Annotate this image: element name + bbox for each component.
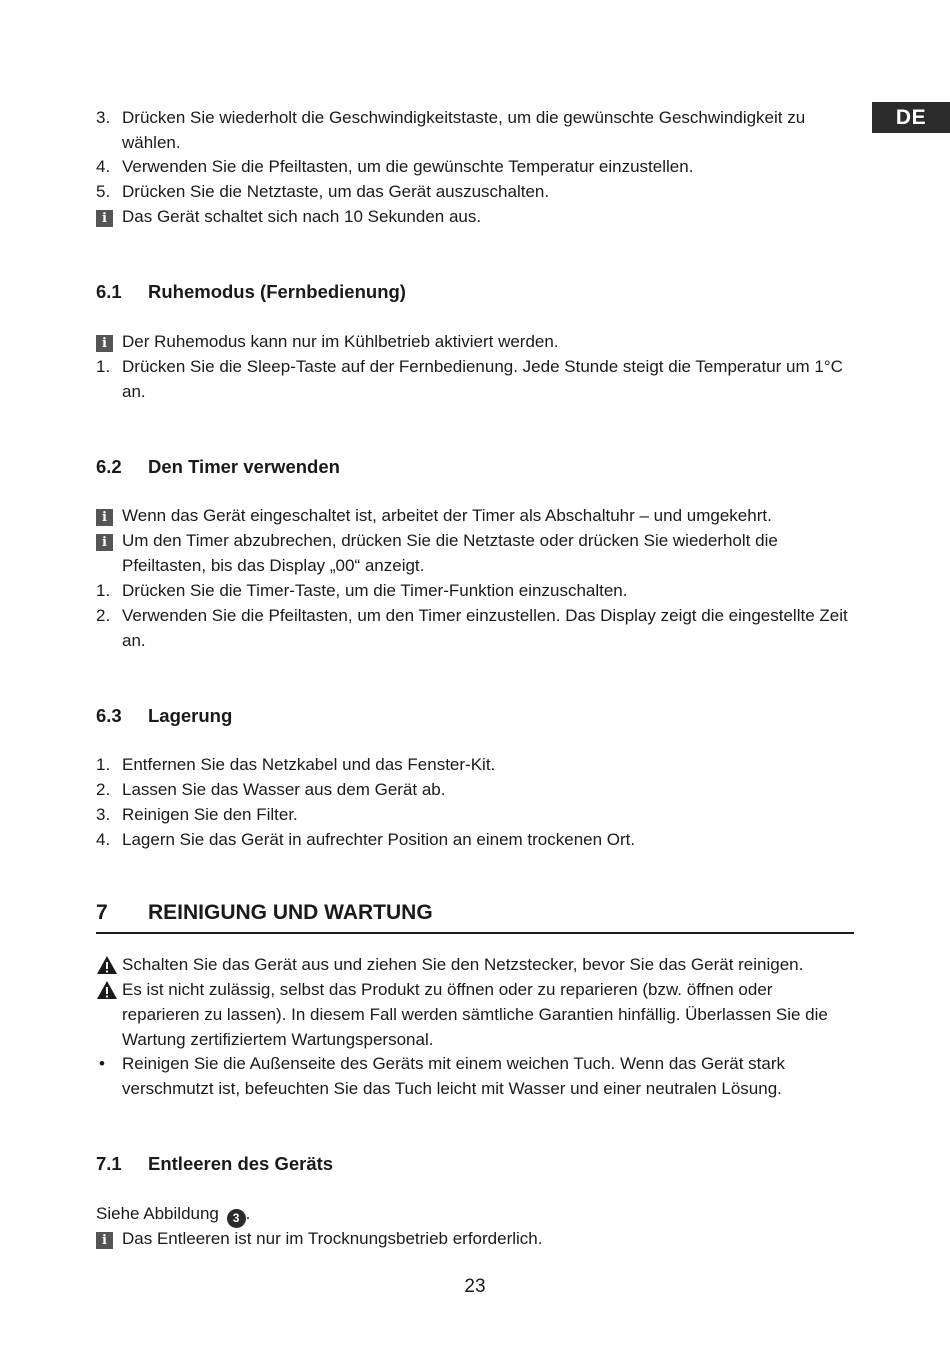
list-item bbox=[96, 604, 854, 654]
section-title: Entleeren des Geräts bbox=[148, 1153, 334, 1174]
list-item-text: Drücken Sie wiederholt die Geschwindigkeitstaste, um die gewünschte Geschwindigkeit zu wählen. bbox=[122, 108, 806, 152]
list-marker: 4. bbox=[96, 157, 111, 176]
section-heading-7-1 bbox=[96, 1151, 333, 1177]
section-title: Ruhemodus (Fernbedienung) bbox=[148, 281, 406, 302]
warning-text: Es ist nicht zulässig, selbst das Produkt zu öffnen oder zu reparieren (bzw. öffnen oder reparieren zu lassen). In diesem Fall werden sämtliche Garantien hinfällig. Überlassen Sie die Wartung zertifiziertem Wartungspersonal. bbox=[122, 980, 828, 1049]
section-number: 6.3 bbox=[96, 705, 122, 726]
info-note bbox=[96, 205, 854, 230]
info-note bbox=[96, 330, 854, 355]
warning-text: Schalten Sie das Gerät aus und ziehen Sie den Netzstecker, bevor Sie das Gerät reinigen. bbox=[122, 955, 804, 974]
chapter-number: 7 bbox=[96, 901, 108, 924]
section-number: 6.1 bbox=[96, 281, 122, 302]
section-number: 7.1 bbox=[96, 1153, 122, 1174]
bullet-marker: • bbox=[99, 1054, 105, 1073]
list-item bbox=[96, 803, 854, 828]
list-item-text: Verwenden Sie die Pfeiltasten, um die gewünschte Temperatur einzustellen. bbox=[122, 157, 694, 176]
note-text: Um den Timer abzubrechen, drücken Sie die Netztaste oder drücken Sie wiederholt die Pfeiltasten, bis das Display „00“ anzeigt. bbox=[122, 531, 778, 575]
list-item-text: Reinigen Sie die Außenseite des Geräts mit einem weichen Tuch. Wenn das Gerät stark verschmutzt ist, befeuchten Sie das Tuch leicht mit Wasser und einer neutralen Lösung. bbox=[122, 1054, 786, 1098]
info-note bbox=[96, 1227, 854, 1252]
list-item-text: Drücken Sie die Timer-Taste, um die Timer-Funktion einzuschalten. bbox=[122, 581, 628, 600]
section-title: Lagerung bbox=[148, 705, 233, 726]
list-marker: 4. bbox=[96, 830, 111, 849]
figure-number-badge: 3 bbox=[227, 1209, 246, 1228]
info-icon: i bbox=[96, 1232, 113, 1249]
list-marker: 5. bbox=[96, 182, 111, 201]
page-number: 23 bbox=[464, 1276, 486, 1297]
list-item-text: Entfernen Sie das Netzkabel und das Fenster-Kit. bbox=[122, 755, 496, 774]
warning-icon bbox=[96, 955, 118, 975]
section-heading-6-1 bbox=[96, 279, 406, 305]
list-item-text: Reinigen Sie den Filter. bbox=[122, 805, 298, 824]
list-item-text: Lassen Sie das Wasser aus dem Gerät ab. bbox=[122, 780, 446, 799]
note-text: Das Entleeren ist nur im Trocknungsbetrieb erforderlich. bbox=[122, 1229, 543, 1248]
warning-note bbox=[96, 978, 854, 1052]
list-item-text: Drücken Sie die Netztaste, um das Gerät auszuschalten. bbox=[122, 182, 550, 201]
section-heading-6-2 bbox=[96, 454, 340, 480]
list-item bbox=[96, 180, 854, 205]
info-icon: i bbox=[96, 335, 113, 352]
list-item bbox=[96, 753, 854, 778]
list-marker: 3. bbox=[96, 805, 111, 824]
note-text: Wenn das Gerät eingeschaltet ist, arbeitet der Timer als Abschaltuhr – und umgekehrt. bbox=[122, 506, 772, 525]
warning-note bbox=[96, 953, 854, 978]
chapter-title: REINIGUNG UND WARTUNG bbox=[148, 901, 433, 924]
section-number: 6.2 bbox=[96, 456, 122, 477]
list-item bbox=[96, 579, 854, 604]
list-marker: 1. bbox=[96, 357, 111, 376]
see-figure-suffix: . bbox=[245, 1204, 251, 1223]
warning-icon bbox=[96, 980, 118, 1000]
info-note bbox=[96, 529, 854, 579]
info-icon: i bbox=[96, 534, 113, 551]
list-marker: 3. bbox=[96, 108, 111, 127]
figure-reference bbox=[96, 1202, 854, 1228]
bullet-item bbox=[96, 1052, 854, 1102]
list-item-text: Verwenden Sie die Pfeiltasten, um den Timer einzustellen. Das Display zeigt die eingestellte Zeit an. bbox=[122, 606, 848, 650]
list-item-text: Lagern Sie das Gerät in aufrechter Position an einem trockenen Ort. bbox=[122, 830, 636, 849]
note-text: Das Gerät schaltet sich nach 10 Sekunden aus. bbox=[122, 207, 482, 226]
info-icon: i bbox=[96, 210, 113, 227]
section-heading-6-3 bbox=[96, 703, 232, 729]
list-marker: 2. bbox=[96, 780, 111, 799]
info-note bbox=[96, 504, 854, 529]
list-item bbox=[96, 778, 854, 803]
language-tab: DE bbox=[872, 102, 950, 133]
list-item bbox=[96, 828, 854, 853]
list-item bbox=[96, 355, 854, 405]
chapter-heading-7 bbox=[96, 898, 854, 934]
list-marker: 2. bbox=[96, 606, 111, 625]
list-marker: 1. bbox=[96, 581, 111, 600]
info-icon: i bbox=[96, 509, 113, 526]
list-marker: 1. bbox=[96, 755, 111, 774]
section-title: Den Timer verwenden bbox=[148, 456, 340, 477]
note-text: Der Ruhemodus kann nur im Kühlbetrieb aktiviert werden. bbox=[122, 332, 559, 351]
list-item-text: Drücken Sie die Sleep-Taste auf der Fernbedienung. Jede Stunde steigt die Temperatur um 1°C an. bbox=[122, 357, 843, 401]
list-item bbox=[96, 106, 854, 156]
see-figure-text: Siehe Abbildung bbox=[96, 1204, 219, 1223]
list-item bbox=[96, 155, 854, 180]
